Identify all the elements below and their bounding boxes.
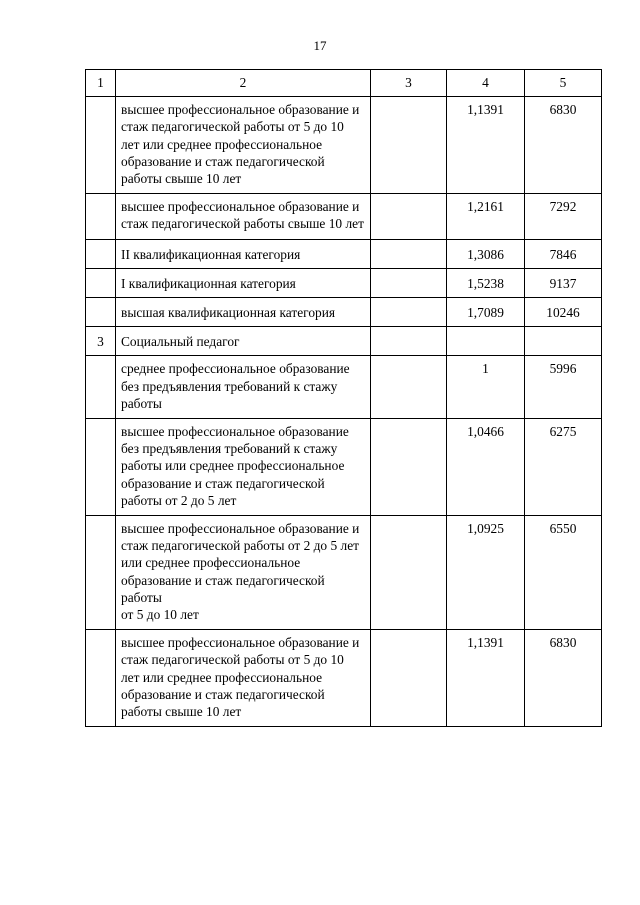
row-number-cell: 3 — [86, 327, 116, 356]
table-row — [86, 516, 602, 630]
coefficient-cell: 1,2161 — [447, 194, 525, 239]
salary-cell: 6275 — [525, 419, 602, 516]
header-cell-5: 5 — [525, 70, 602, 97]
coefficient-cell: 1,1391 — [447, 97, 525, 194]
position-requirements-cell: среднее профессиональное образование без предъявления требований к стажу работы — [116, 356, 371, 419]
salary-cell: 6550 — [525, 516, 602, 630]
page-number: 17 — [313, 38, 327, 53]
table-row — [86, 356, 602, 419]
table-row — [86, 419, 602, 516]
column-3-cell — [371, 419, 447, 516]
column-3-cell — [371, 194, 447, 239]
column-3-cell — [371, 298, 447, 327]
column-3-cell — [371, 516, 447, 630]
coefficient-cell: 1,7089 — [447, 298, 525, 327]
salary-cell: 5996 — [525, 356, 602, 419]
row-number-cell — [86, 298, 116, 327]
position-requirements-cell: высшее профессиональное образование и стаж педагогической работы от 5 до 10 лет или среднее профессиональное образование и стаж педагогической работы свыше 10 лет — [116, 97, 371, 194]
position-requirements-cell: высшее профессиональное образование без предъявления требований к стажу работы или среднее профессиональное образование и стаж педагогической работы от 2 до 5 лет — [116, 419, 371, 516]
row-number-cell — [86, 239, 116, 268]
table-body — [86, 70, 602, 727]
column-3-cell — [371, 327, 447, 356]
row-number-cell — [86, 97, 116, 194]
header-cell-1: 1 — [86, 70, 116, 97]
coefficient-cell: 1 — [447, 356, 525, 419]
salary-cell: 6830 — [525, 630, 602, 727]
header-cell-4: 4 — [447, 70, 525, 97]
table-row — [86, 239, 602, 268]
row-number-cell — [86, 630, 116, 727]
table-row — [86, 97, 602, 194]
position-requirements-cell: II квалификационная категория — [116, 239, 371, 268]
row-number-cell — [86, 268, 116, 297]
header-cell-3: 3 — [371, 70, 447, 97]
header-cell-2: 2 — [116, 70, 371, 97]
coefficient-cell: 1,0466 — [447, 419, 525, 516]
salary-cell: 6830 — [525, 97, 602, 194]
coefficient-cell: 1,1391 — [447, 630, 525, 727]
coefficient-cell: 1,3086 — [447, 239, 525, 268]
salary-cell: 7292 — [525, 194, 602, 239]
salary-table — [85, 69, 602, 727]
position-requirements-cell: I квалификационная категория — [116, 268, 371, 297]
table-row — [86, 194, 602, 239]
salary-cell — [525, 327, 602, 356]
table-row — [86, 298, 602, 327]
table-row — [86, 630, 602, 727]
row-number-cell — [86, 194, 116, 239]
coefficient-cell — [447, 327, 525, 356]
row-number-cell — [86, 419, 116, 516]
position-requirements-cell: высшая квалификационная категория — [116, 298, 371, 327]
position-requirements-cell: высшее профессиональное образование и стаж педагогической работы свыше 10 лет — [116, 194, 371, 239]
salary-cell: 7846 — [525, 239, 602, 268]
column-3-cell — [371, 268, 447, 297]
column-3-cell — [371, 97, 447, 194]
table-header-row — [86, 70, 602, 97]
column-3-cell — [371, 239, 447, 268]
position-requirements-cell: высшее профессиональное образование и стаж педагогической работы от 2 до 5 лет или среднее профессиональное образование и стаж педагогической работы от 5 до 10 лет — [116, 516, 371, 630]
column-3-cell — [371, 630, 447, 727]
position-requirements-cell: Социальный педагог — [116, 327, 371, 356]
coefficient-cell: 1,5238 — [447, 268, 525, 297]
salary-cell: 9137 — [525, 268, 602, 297]
table-row — [86, 327, 602, 356]
salary-cell: 10246 — [525, 298, 602, 327]
column-3-cell — [371, 356, 447, 419]
row-number-cell — [86, 356, 116, 419]
position-requirements-cell: высшее профессиональное образование и стаж педагогической работы от 5 до 10 лет или среднее профессиональное образование и стаж педагогической работы свыше 10 лет — [116, 630, 371, 727]
coefficient-cell: 1,0925 — [447, 516, 525, 630]
row-number-cell — [86, 516, 116, 630]
table-row — [86, 268, 602, 297]
